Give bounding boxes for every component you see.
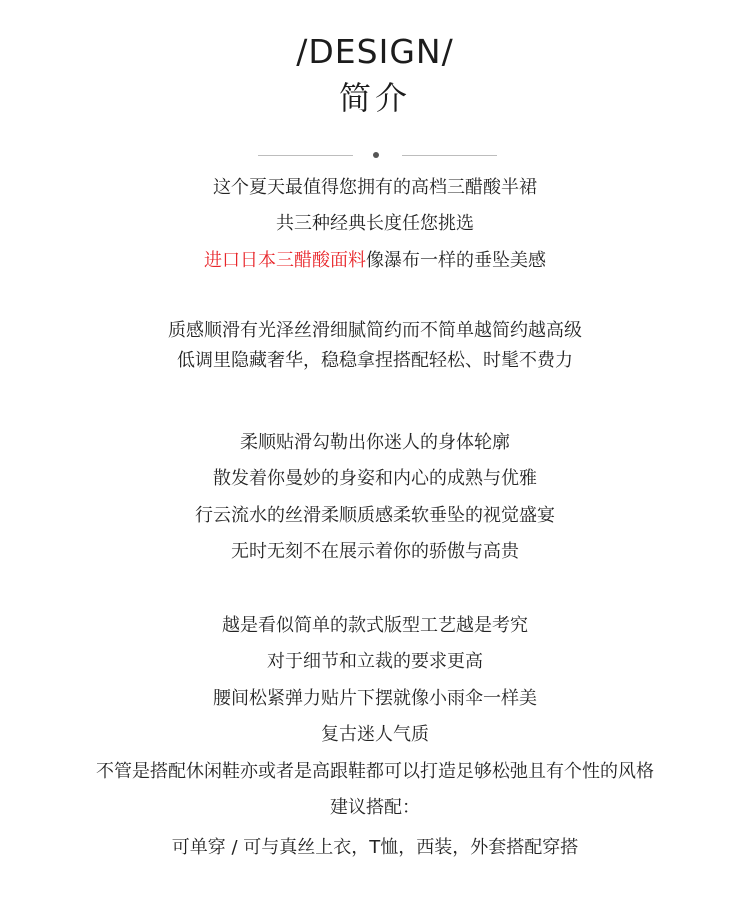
text-line: 柔顺贴滑勾勒出你迷人的身体轮廓: [240, 432, 510, 453]
text-line: 低调里隐藏奢华，稳稳拿捏搭配轻松、时髦不费力: [177, 350, 573, 371]
intro-title: 简介: [338, 79, 411, 117]
text-line: 共三种经典长度任您挑选: [276, 213, 474, 235]
silhouette-paragraph: [0, 425, 750, 571]
text-line: 行云流水的丝滑柔顺质感柔软垂坠的视觉盛宴: [195, 504, 555, 526]
fabric-line: [0, 243, 750, 279]
suggestion-label: 建议搭配：: [330, 797, 420, 819]
text-line: 复古迷人气质: [321, 724, 429, 746]
fabric-description-text: 像瀑布一样的垂坠美感: [366, 249, 546, 271]
text-line: 质感顺滑有光泽丝滑细腻简约而不简单越简约越高级: [168, 320, 582, 341]
divider-line-right: [402, 155, 497, 156]
intro-paragraph: [0, 170, 750, 279]
styling-suggestion-text: 可单穿 / 可与真丝上衣，T恤，西装，外套搭配穿搭: [164, 833, 587, 863]
text-line: 对于细节和立裁的要求更高: [267, 651, 483, 673]
section-divider: [0, 150, 750, 162]
text-line: 散发着你曼妙的身姿和内心的成熟与优雅: [213, 468, 537, 490]
text-line: 不管是搭配休闲鞋亦或者是高跟鞋都可以打造足够松弛且有个性的风格: [96, 760, 654, 782]
divider-line-left: [258, 155, 353, 156]
texture-paragraph: [0, 316, 750, 376]
divider-dot-icon: [373, 152, 379, 158]
text-line: 无时无刻不在展示着你的骄傲与高贵: [231, 541, 519, 563]
text-line: 腰间松紧弹力贴片下摆就像小雨伞一样美: [213, 687, 537, 709]
page-header: [0, 32, 750, 120]
text-line: 这个夏天最值得您拥有的高档三醋酸半裙: [213, 177, 537, 198]
styling-suggestion: [0, 833, 750, 863]
fabric-highlight-text: 进口日本三醋酸面料: [204, 249, 366, 271]
design-title: /DESIGN/: [296, 32, 454, 71]
text-line: 越是看似简单的款式版型工艺越是考究: [222, 615, 528, 636]
craft-paragraph: [0, 608, 750, 826]
